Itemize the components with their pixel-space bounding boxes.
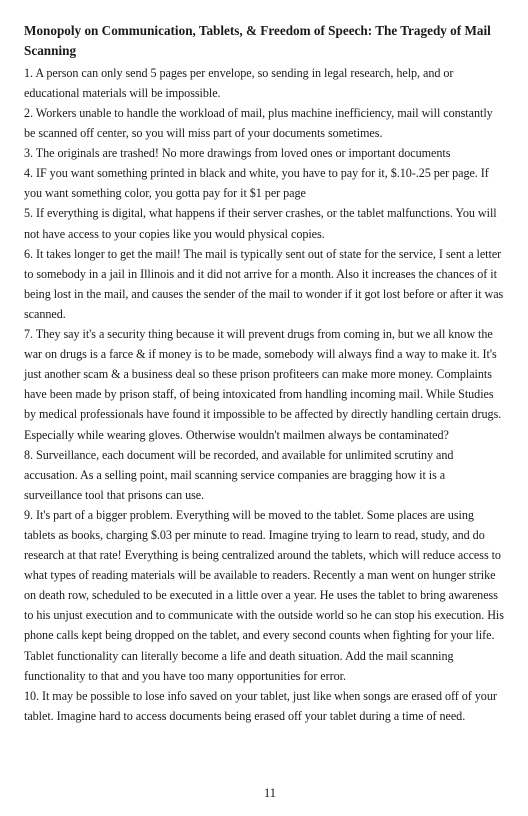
list-item-4: 4. IF you want something printed in black and white, you have to pay for it, $.10-.25 per page. If you want something color, you gotta pay for it $1 per page bbox=[24, 166, 489, 201]
list-item-8: 8. Surveillance, each document will be recorded, and available for unlimited scrutiny and accusation. As a selling point, mail scanning service companies are bragging how it is a surveillance tool that prisons can use. bbox=[24, 447, 454, 502]
document-title: Monopoly on Communication, Tablets, & Freedom of Speech: The Tragedy of Mail Scanning bbox=[24, 23, 491, 59]
list-item-2: 2. Workers unable to handle the workload of mail, plus machine inefficiency, mail will constantly be scanned off center, so you will miss part of your documents sometimes. bbox=[24, 106, 493, 141]
document-page bbox=[24, 21, 506, 726]
list-item-5: 5. If everything is digital, what happens if their server crashes, or the tablet malfunctions. You will not have access to your copies like you would physical copies. bbox=[24, 206, 497, 241]
list-item-6: 6. It takes longer to get the mail! The mail is typically sent out of state for the service, I sent a letter to somebody in a jail in Illinois and it did not arrive for a month. Also it increases the chances of it being lost in the mail, and causes the sender of the mail to wonder if it got lost before or after it was scanned. bbox=[24, 246, 504, 321]
list-item-3: 3. The originals are trashed! No more drawings from loved ones or important documents bbox=[24, 146, 451, 161]
page-number: 11 bbox=[263, 786, 277, 800]
list-item-7: 7. They say it's a security thing because it will prevent drugs from coming in, but we all know the war on drugs is a farce & if money is to be made, somebody will always find a way to make it. It's just another scam & a business deal so these prison profiteers can make more money. Complaints have been made by prison staff, of being intoxicated from handling incoming mail. While Studies by medical professionals have found it impossible to be affected by directly handling certain drugs. Especially while wearing gloves. Otherwise wouldn't mailmen always be contaminated? bbox=[24, 327, 502, 442]
list-item-1: 1. A person can only send 5 pages per envelope, so sending in legal research, help, and or educational materials will be impossible. bbox=[24, 65, 454, 100]
list-item-9: 9. It's part of a bigger problem. Everything will be moved to the tablet. Some places are using tablets as books, charging $.03 per minute to read. Imagine trying to learn to read, study, and do research at that rate! Everything is being centralized around the tablets, which will reduce access to what types of reading materials will be available to readers. Recently a man went on hunger strike on death row, scheduled to be executed in a little over a year. He uses the tablet to bring awareness to his unjust execution and to communicate with the outside world so he can stop his execution. His phone calls kept being dropped on the tablet, and every second counts when fighting for your life. Tablet functionality can literally become a life and death situation. Add the mail scanning functionality to that and you have too many opportunities for error. bbox=[24, 507, 504, 683]
list-item-10: 10. It may be possible to lose info saved on your tablet, just like when songs are erased off of your tablet. Imagine hard to access documents being erased off your tablet during a time of need. bbox=[24, 688, 497, 723]
